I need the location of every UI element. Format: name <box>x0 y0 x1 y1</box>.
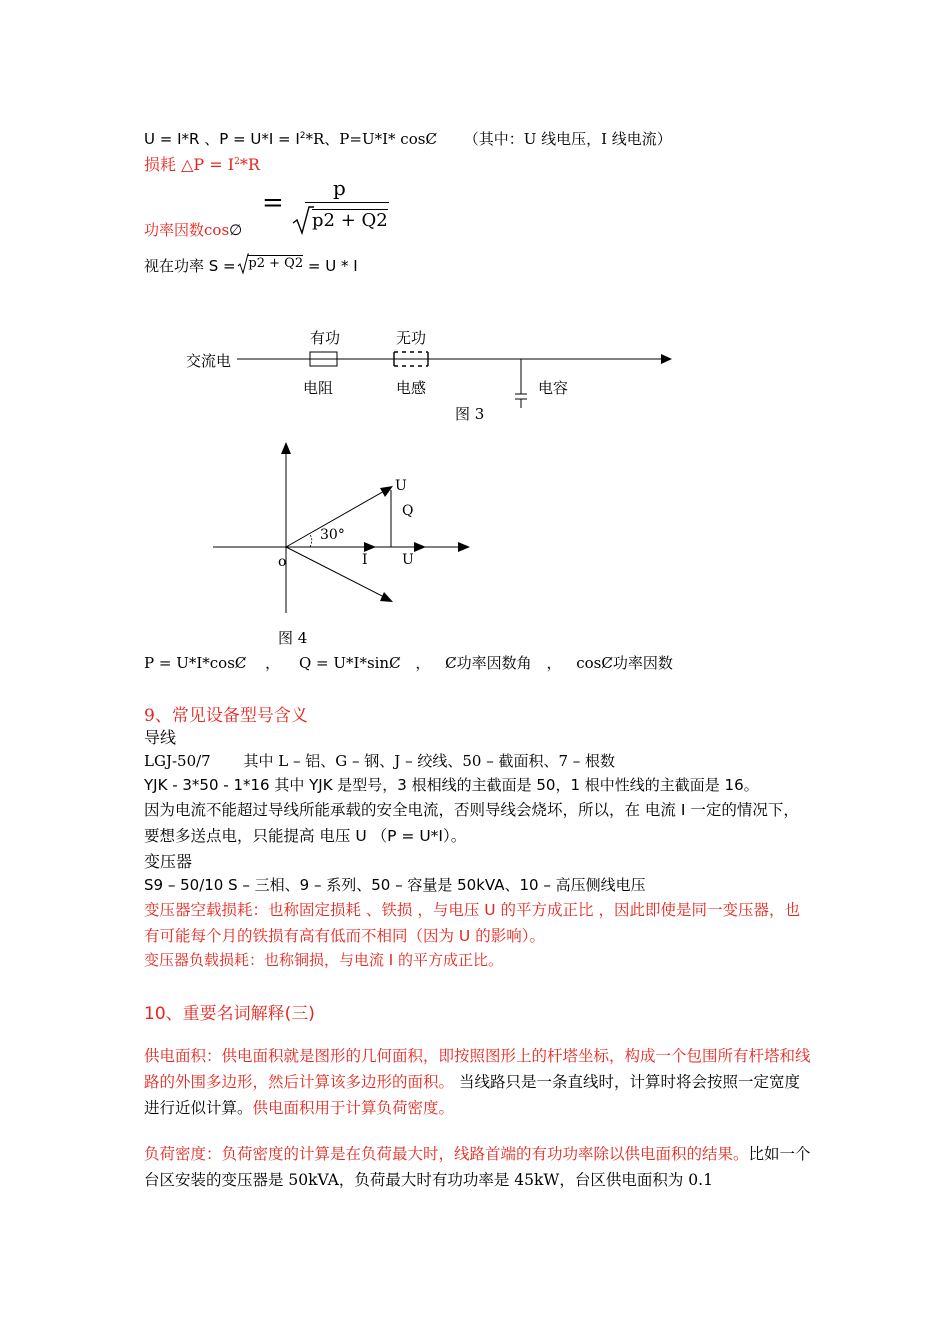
x-axis-arrow <box>458 542 470 552</box>
inductor-bottom-label: 电感 <box>396 379 427 397</box>
density-paragraph <box>144 1141 814 1193</box>
apparent-radicand: p2 + Q2 <box>248 256 304 271</box>
density-example: 比如一个台区安装的变压器是 50kVA，负荷最大时有功功率是 45kW，台区供电面积为 0.1 <box>144 1145 811 1189</box>
figure-4-phasor <box>0 430 950 630</box>
section-9-heading: 9、常见设备型号含义 <box>144 706 308 726</box>
i-arrow <box>364 542 376 552</box>
resistor-bottom-label: 电阻 <box>303 379 334 397</box>
origin-label: o <box>278 554 287 570</box>
formula-note: （其中：U 线电压，I 线电流） <box>463 130 672 148</box>
pf-phi: ∅ <box>229 221 243 239</box>
phi-symbol: Ȼ <box>601 654 613 672</box>
area-note: 当线路只是一条直线时，计算时将会按照一定宽度进行近似计算。 <box>144 1073 800 1117</box>
resistor-top-label: 有功 <box>310 329 341 347</box>
s9-line: S9 – 50/10 S – 三相、9 – 系列、50 – 容量是 50kVA、10 – 高压侧线电压 <box>144 876 646 894</box>
figure-3-circuit <box>0 0 950 440</box>
apparent-label: 视在功率 S = <box>144 257 236 275</box>
angle-text: 功率因数角 <box>456 654 532 672</box>
loss-formula: △P = $I^2*R$ <box>181 155 260 174</box>
section-10-heading: 10、重要名词解释(三) <box>144 1004 315 1024</box>
inductor-top-label: 无功 <box>396 329 427 347</box>
area-term: 供电面积 <box>144 1047 207 1065</box>
phi-symbol: Ȼ <box>445 654 457 672</box>
transformer-title: 变压器 <box>144 852 193 871</box>
pf-cos: cos <box>204 221 230 239</box>
y-axis-arrow <box>281 442 291 454</box>
u-axis-label: U <box>402 552 414 568</box>
separator: ， <box>415 654 431 672</box>
figure-3-caption: 图 3 <box>455 405 485 423</box>
capacitor-label: 电容 <box>538 379 569 397</box>
angle-label: 30° <box>320 527 345 543</box>
angle-arc <box>309 534 312 547</box>
pf-label: 功率因数 <box>144 221 205 239</box>
yjk-line: YJK - 3*50 - 1*16 其中 YJK 是型号，3 根相线的主截面是 50，1 根中性线的主截面是 16。 <box>144 776 759 794</box>
cos-text: cos <box>576 654 602 672</box>
u-vector-label: U <box>395 478 407 494</box>
circuit-arrow-head <box>661 354 672 364</box>
separator: ， <box>546 654 562 672</box>
pf-denominator: p2 + Q2 <box>312 210 388 231</box>
u-x-arrow <box>414 542 426 552</box>
figure-4-caption: 图 4 <box>278 629 308 647</box>
phi-symbol: Ȼ <box>389 654 401 672</box>
formula-phi: Ȼ <box>425 130 437 148</box>
q-label: Q <box>402 503 414 519</box>
lower-vector-arrow <box>380 592 393 602</box>
lgj-code: LGJ-50/7 <box>144 752 211 770</box>
loss-label: 损耗 <box>144 155 177 174</box>
area-definition: ：供电面积就是图形的几何面积，即按照图形上的杆塔坐标，构成一个包围所有杆塔和线路的外围多边形，然后计算该多边形的面积。 <box>144 1047 811 1091</box>
phi-symbol: Ȼ <box>234 654 247 672</box>
density-definition: ：负荷密度的计算是在负荷最大时，线路首端的有功功率除以供电面积的结果。 <box>206 1145 749 1163</box>
pf-equals: = <box>262 188 284 218</box>
ac-label: 交流电 <box>186 352 232 370</box>
power-formula-line <box>144 652 673 673</box>
no-load-loss-paragraph: 变压器空载损耗：也称固定损耗 、铁损 ，与电压 U 的平方成正比 ，因此即使是同一变压器，也有可能每个月的铁损有高有低而不相同（因为 U 的影响）。 <box>144 901 800 945</box>
reason-paragraph: 因为电流不能超过导线所能承载的安全电流，否则导线会烧坏，所以，在 电流 I 一定的情况下，要想多送点电，只能提高 电压 U （P = U*I）。 <box>144 801 799 845</box>
lgj-line <box>144 750 615 771</box>
wire-title: 导线 <box>144 728 177 747</box>
formula-main: U = I*R 、P = U*I = I <box>144 130 300 148</box>
area-paragraph <box>144 1043 814 1121</box>
area-usage: 供电面积用于计算负荷密度。 <box>252 1099 455 1117</box>
load-loss-line: 变压器负载损耗：也称铜损，与电流 I 的平方成正比。 <box>144 951 503 969</box>
formula-mid: *R、P=U*I* cos <box>305 130 426 148</box>
factor-text: 功率因数 <box>612 654 673 672</box>
lgj-desc: 其中 L – 铝、G – 钢、J – 绞线、50 – 截面积、7 – 根数 <box>243 752 616 770</box>
separator: ， <box>265 654 281 672</box>
formula-sup: 2 <box>299 131 306 141</box>
lower-vector <box>286 547 386 598</box>
pf-numerator: p <box>333 176 346 200</box>
density-term: 负荷密度 <box>144 1145 207 1163</box>
p-formula: P = U*I*cos <box>144 654 235 672</box>
apparent-tail: = U * I <box>307 257 358 275</box>
q-formula: Q = U*I*sin <box>298 654 390 672</box>
i-axis-label: I <box>362 552 368 568</box>
